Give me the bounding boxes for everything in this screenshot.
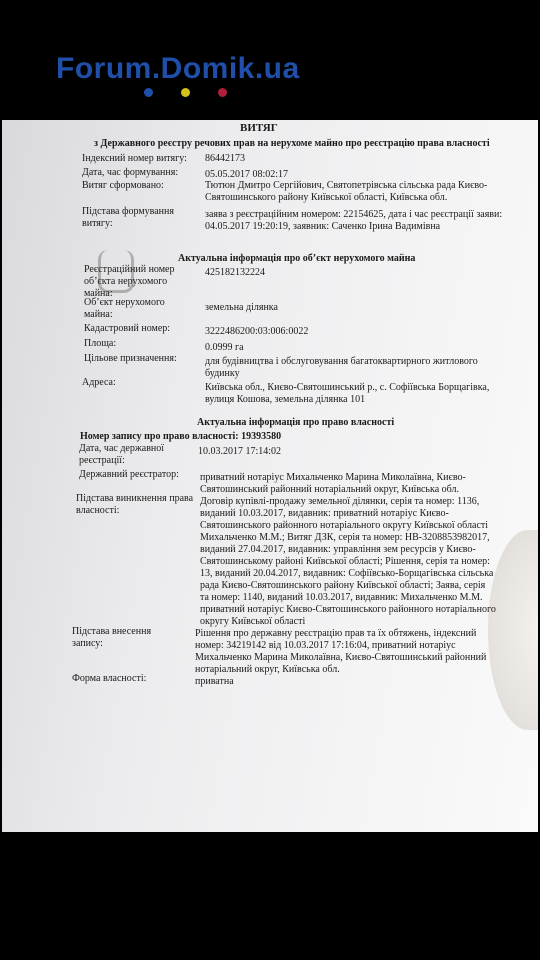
document-title: ВИТЯГ [240, 122, 278, 134]
watermark-dot [144, 88, 153, 97]
object-value-area: 0.0999 га [205, 342, 244, 353]
header-value-formed-by: Тютюн Дмитро Сергійович, Святопетрівська сільська рада Києво-Святошинського району Київської області, Київська обл. [205, 180, 488, 203]
document-subtitle: з Державного реєстру речових прав на нерухоме майно про реєстрацію права власності [94, 138, 490, 149]
right-value-basis-entry: Рішення про державну реєстрацію прав та їх обтяжень, індексний номер: 34219142 від 10.03.2017 17:16:04, приватний нотаріус Михальченко Марина Миколаївна, Києво-Святошинський районний нотаріальний округ, Київська обл. [195, 628, 487, 675]
background-bottom [0, 832, 540, 960]
record-number: Номер запису про право власності: 19393580 [80, 431, 282, 442]
watermark-dots [144, 88, 227, 97]
object-label-object: Об’єкт нерухомого майна: [84, 297, 165, 320]
section-title-object: Актуальна інформація про об’єкт нерухомого майна [178, 253, 416, 264]
object-value-reg-number: 425182132224 [205, 267, 265, 278]
object-value-address: Київська обл., Києво-Святошинський р., с. Софіївська Борщагівка, вулиця Кошова, земельна ділянка 101 [205, 382, 490, 405]
right-label-registrar: Державний реєстратор: [79, 469, 179, 480]
watermark-dot [181, 88, 190, 97]
section-title-rights: Актуальна інформація про право власності [197, 417, 395, 428]
right-label-basis-origin: Підстава виникнення права власності: [76, 493, 194, 516]
document-page [2, 120, 538, 832]
header-label-extract-number: Індексний номер витягу: [82, 153, 187, 164]
watermark-logo-text: Forum.Domik.ua [56, 52, 300, 85]
header-value-datetime: 05.05.2017 08:02:17 [205, 169, 289, 180]
object-label-purpose: Цільове призначення: [84, 353, 177, 364]
right-value-reg-datetime: 10.03.2017 17:14:02 [198, 446, 282, 457]
object-value-cadastral: 3222486200:03:006:0022 [205, 326, 309, 337]
right-label-ownership-form: Форма власності: [72, 673, 147, 684]
object-label-address: Адреса: [82, 377, 116, 388]
header-label-basis: Підстава формування витягу: [82, 206, 174, 229]
object-label-area: Площа: [84, 338, 117, 349]
right-value-basis-origin: Договір купівлі-продажу земельної ділянки, серія та номер: 1136, виданий 10.03.2017, видавник: приватний нотаріус Києво-Святошинського районного нотаріального округу Київської області Михальченко М.М.; Витяг ДЗК, серія та номер: НВ-3208853982017, виданий 27.04.2017, видавник: управління зем ресурсів у Києво-Святошинському районі Київської області; Рішення, серія та номер: 13, виданий 20.04.2017, видавник: Софіївсько-Борщагівська сільська рада Києво-Святошинського району Київської області; Заява, серія та номер: 1140, виданий 10.03.2017, видавник: Михальченко М.М. приватний нотаріус Києво-Святошинського районного нотаріального округу Київської області [200, 496, 496, 627]
object-label-reg-number: Реєстраційний номер об’єкта нерухомого майна: [84, 264, 175, 299]
header-value-extract-number: 86442173 [205, 153, 245, 164]
watermark-dot [218, 88, 227, 97]
header-label-formed-by: Витяг сформовано: [82, 180, 164, 191]
object-value-purpose: для будівництва і обслуговування багатоквартирного житлового будинку [205, 356, 478, 379]
right-value-ownership-form: приватна [195, 676, 234, 687]
object-label-cadastral: Кадастровий номер: [84, 323, 171, 334]
right-label-basis-entry: Підстава внесення запису: [72, 626, 152, 649]
right-value-registrar: приватний нотаріус Михальченко Марина Миколаївна, Києво-Святошинський районний нотаріальний округ, Київська обл. [200, 472, 466, 495]
header-value-basis: заява з реєстраційним номером: 22154625, дата і час реєстрації заяви: 04.05.2017 19:20:19, заявник: Саченко Ірина Вадимівна [205, 209, 503, 232]
watermark [0, 0, 540, 120]
header-label-datetime: Дата, час формування: [82, 167, 179, 178]
object-value-object: земельна ділянка [205, 302, 278, 313]
right-label-reg-datetime: Дата, час державної реєстрації: [79, 443, 165, 466]
